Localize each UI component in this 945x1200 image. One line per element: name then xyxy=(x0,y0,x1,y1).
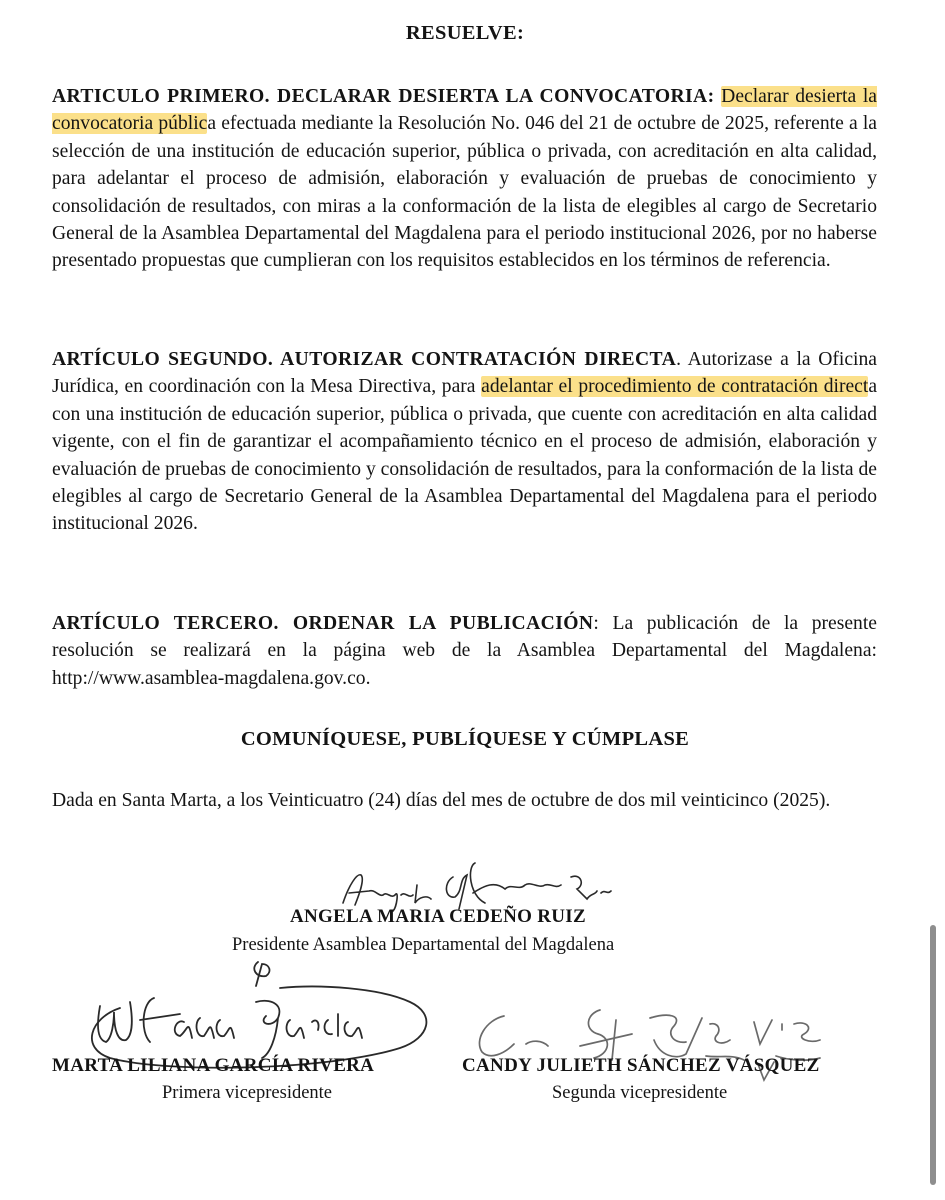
article-primero xyxy=(52,83,877,275)
article-segundo-title: ARTÍCULO SEGUNDO. AUTORIZAR CONTRATACIÓN DIRECTA xyxy=(52,349,677,370)
article-tercero xyxy=(52,610,877,692)
first-vp-name: MARTA LILIANA GARCÍA RIVERA xyxy=(52,1055,375,1076)
article-primero-title: ARTICULO PRIMERO. DECLARAR DESIERTA LA CONVOCATORIA: xyxy=(52,86,715,107)
article-segundo: ARTÍCULO SEGUNDO. AUTORIZAR CONTRATACIÓN DIRECTA. Autorizase a la Oficina Jurídica, en coordinación con la Mesa Directiva, para adelantar el procedimiento de contratación directa con una institución de educación superior, pública o privada, que cuente con acreditación en alta calidad vigente, con el fin de garantizar el acompañamiento técnico en el proceso de admisión, elaboración y evaluación de pruebas de conocimiento y consolidación de resultados, para la conformación de la lista de elegibles al cargo de Secretario General de la Asamblea Departamental del Magdalena para el periodo institucional 2026. xyxy=(52,349,878,535)
second-vp-role: Segunda vicepresidente xyxy=(552,1083,728,1103)
president-role: Presidente Asamblea Departamental del Magdalena xyxy=(232,935,615,955)
article-tercero-body: : La publicación de la presente resolución se realizará en la página web de la Asamblea Departamental del Magdalena: http://www.asamblea-magdalena.gov.co. xyxy=(52,613,877,689)
first-vp-role: Primera vicepresidente xyxy=(162,1083,333,1103)
article-primero-body: a efectuada mediante la Resolución No. 046 del 21 de octubre de 2025, referente a la selección de una institución de educación superior, pública o privada, con acreditación en alta calidad, para adelantar el proceso de admisión, elaboración y evaluación de pruebas de conocimiento y consolidación de resultados, con miras a la conformación de la lista de elegibles al cargo de Secretario General de la Asamblea Departamental del Magdalena para el periodo institucional 2026, por no haberse presentado propuestas que cumplieran con los requisitos establecidos en los términos de referencia. xyxy=(52,113,877,272)
highlight-contratacion-directa: adelantar el procedimiento de contratación direct xyxy=(481,376,869,398)
vertical-scrollbar[interactable] xyxy=(930,925,936,1185)
highlight-declarar-desierta: Declarar desierta la convocatoria públic xyxy=(52,86,877,135)
resolution-heading: RESUELVE: xyxy=(405,22,525,44)
president-name: ANGELA MARIA CEDEÑO RUIZ xyxy=(290,906,586,927)
second-vp-name: CANDY JULIETH SÁNCHEZ VÁSQUEZ xyxy=(462,1055,820,1076)
article-segundo-body: a con una institución de educación superior, pública o privada, que cuente con acreditación en alta calidad vigente, con el fin de garantizar el acompañamiento técnico en el proceso de admisión, elaboración y evaluación de pruebas de conocimiento y consolidación de resultados, para la conformación de la lista de elegibles al cargo de Secretario General de la Asamblea Departamental del Magdalena para el periodo institucional 2026. xyxy=(52,376,878,535)
article-tercero-title: ARTÍCULO TERCERO. ORDENAR LA PUBLICACIÓN xyxy=(52,613,594,634)
closing-formula: COMUNÍQUESE, PUBLÍQUESE Y CÚMPLASE xyxy=(240,728,690,750)
given-in-santa-marta: Dada en Santa Marta, a los Veinticuatro (24) días del mes de octubre de dos mil veinticinco (2025). xyxy=(52,790,831,811)
